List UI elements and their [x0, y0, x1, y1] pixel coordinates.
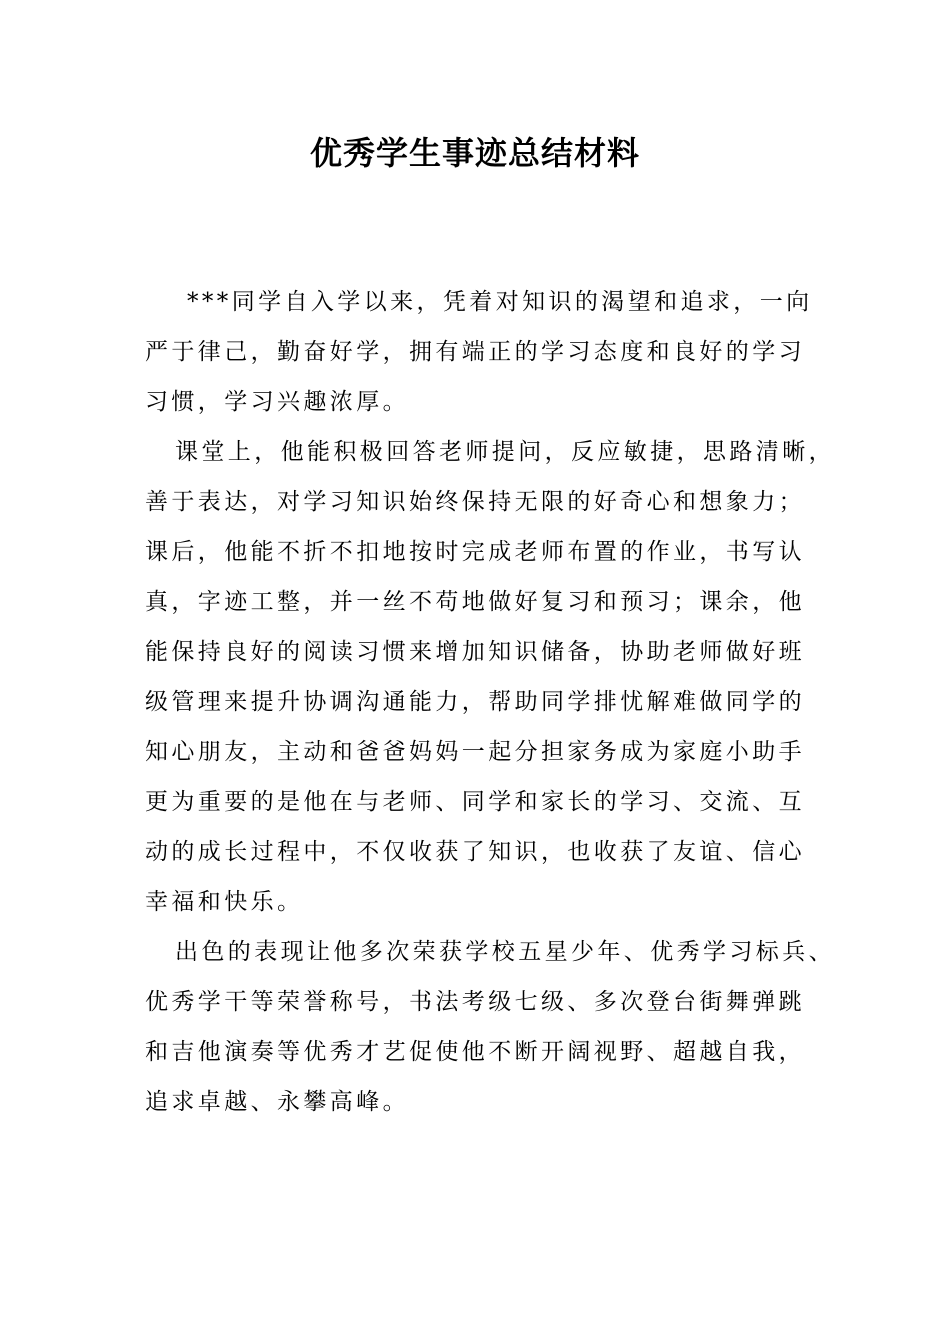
paragraph-line: 真，字迹工整，并一丝不苟地做好复习和预习；课余，他	[145, 589, 805, 615]
paragraph-line: 追求卓越、永攀高峰。	[145, 1089, 409, 1115]
paragraph-line: 习惯，学习兴趣浓厚。	[145, 389, 409, 415]
paragraph-2	[145, 427, 835, 927]
paragraph-line: 更为重要的是他在与老师、同学和家长的学习、交流、互	[145, 789, 805, 815]
paragraph-line: 级管理来提升协调沟通能力，帮助同学排忧解难做同学的	[145, 689, 805, 715]
paragraph-line: 动的成长过程中，不仅收获了知识，也收获了友谊、信心	[145, 839, 805, 865]
document-body	[145, 277, 835, 1127]
paragraph-3	[145, 927, 835, 1127]
paragraph-line: 优秀学干等荣誉称号，书法考级七级、多次登台街舞弹跳	[145, 989, 805, 1015]
paragraph-line: 严于律己，勤奋好学，拥有端正的学习态度和良好的学习	[145, 339, 805, 365]
paragraph-line: 课后，他能不折不扣地按时完成老师布置的作业，书写认	[145, 539, 805, 565]
paragraph-line: 出色的表现让他多次荣获学校五星少年、优秀学习标兵、	[175, 939, 835, 965]
paragraph-1	[145, 277, 825, 427]
document-title: 优秀学生事迹总结材料	[309, 134, 640, 172]
paragraph-line: 和吉他演奏等优秀才艺促使他不断开阔视野、超越自我，	[145, 1039, 805, 1065]
paragraph-line: 知心朋友，主动和爸爸妈妈一起分担家务成为家庭小助手	[145, 739, 805, 765]
paragraph-line: 幸福和快乐。	[145, 889, 304, 915]
paragraph-line: ***同学自入学以来，凭着对知识的渴望和追求，一向	[187, 289, 813, 315]
paragraph-line: 善于表达，对学习知识始终保持无限的好奇心和想象力；	[145, 489, 805, 515]
paragraph-line: 能保持良好的阅读习惯来增加知识储备，协助老师做好班	[145, 639, 805, 665]
paragraph-line: 课堂上，他能积极回答老师提问，反应敏捷，思路清晰，	[175, 439, 835, 465]
